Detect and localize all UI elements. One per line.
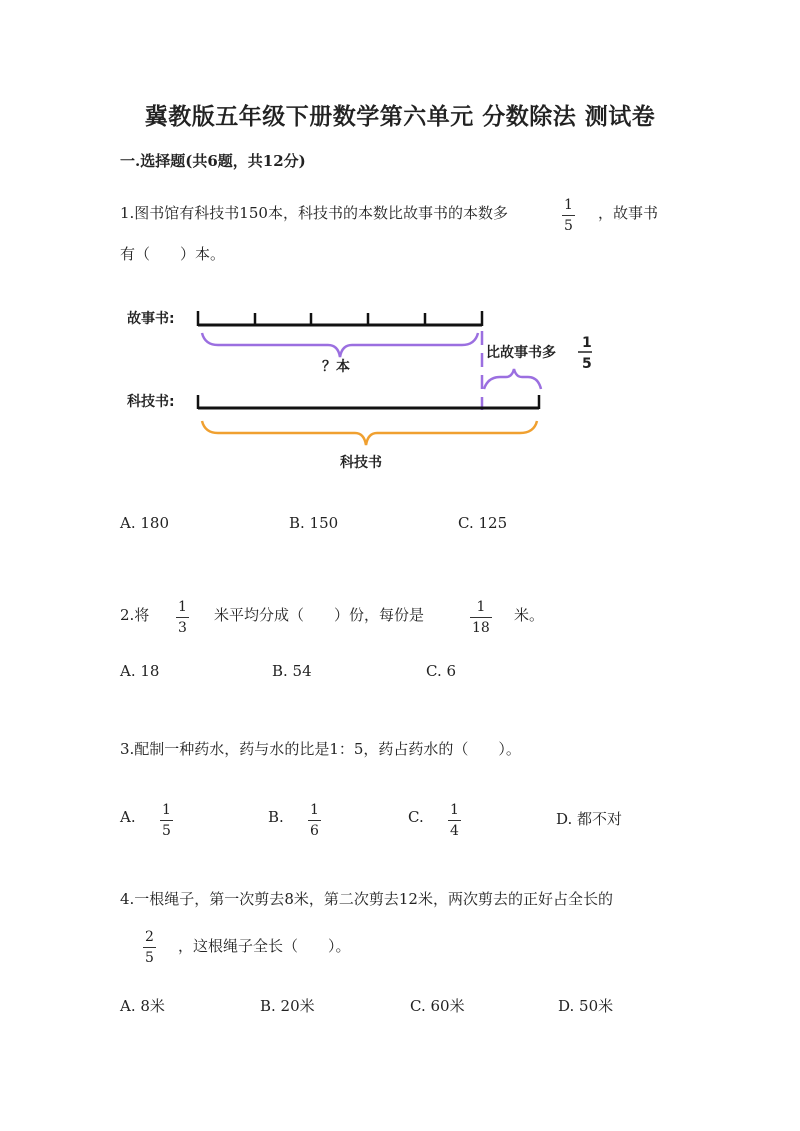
q1-option-b[interactable]: B. 150 — [289, 514, 339, 532]
q1-frac-den: 5 — [564, 218, 573, 234]
q1-text-b: ，故事书 — [598, 204, 659, 222]
fraction-bar — [143, 947, 156, 948]
story-brace — [202, 333, 478, 357]
q1-frac-num: 1 — [564, 197, 573, 213]
q4-fraction — [143, 930, 156, 965]
more-frac-den: 5 — [582, 356, 592, 372]
q2-text-b: 米平均分成（ ）份，每份是 — [214, 606, 425, 624]
q3-option-b-label: B. — [268, 808, 284, 826]
q2-frac2-den: 18 — [472, 620, 490, 636]
section-heading: 一.选择题(共6题，共12分) — [120, 152, 306, 170]
more-brace — [484, 369, 541, 389]
q3-b-den: 6 — [310, 823, 319, 839]
q2-fraction-2 — [470, 600, 492, 635]
q3-text: 3.配制一种药水，药与水的比是1：5，药占药水的（ ）。 — [120, 740, 521, 758]
page-title: 冀教版五年级下册数学第六单元 分数除法 测试卷 — [144, 103, 656, 130]
q4-text-a: 4.一根绳子，第一次剪去8米，第二次剪去12米，两次剪去的正好占全长的 — [120, 890, 613, 908]
q1-option-c[interactable]: C. 125 — [458, 514, 508, 532]
fraction-bar — [160, 820, 173, 821]
more-frac-num: 1 — [582, 335, 592, 351]
tech-label: 科技书: — [127, 394, 175, 410]
fraction-bar — [308, 820, 321, 821]
tech-brace — [202, 421, 537, 445]
q1-fraction — [562, 198, 575, 233]
q3-option-c-fraction — [448, 803, 461, 838]
fraction-bar — [176, 617, 189, 618]
q3-c-num: 1 — [450, 802, 459, 818]
q4-frac-num: 2 — [145, 929, 154, 945]
fraction-bar — [470, 617, 492, 618]
q4-option-b[interactable]: B. 20米 — [260, 997, 315, 1015]
more-label: 比故事书多 — [486, 345, 556, 361]
q2-option-c[interactable]: C. 6 — [426, 662, 457, 680]
q1-option-a[interactable]: A. 180 — [120, 514, 169, 532]
q3-a-den: 5 — [162, 823, 171, 839]
story-label: 故事书: — [127, 311, 175, 327]
fraction-bar — [448, 820, 461, 821]
q3-option-b-fraction — [308, 803, 321, 838]
q3-option-a-label: A. — [120, 808, 136, 826]
q4-option-a[interactable]: A. 8米 — [120, 997, 165, 1015]
q2-frac1-num: 1 — [178, 599, 187, 615]
q3-option-c-label: C. — [408, 808, 424, 826]
q3-c-den: 4 — [450, 823, 459, 839]
q4-option-c[interactable]: C. 60米 — [410, 997, 465, 1015]
q1-text-a: 1.图书馆有科技书150本，科技书的本数比故事书的本数多 — [120, 204, 508, 222]
q3-a-num: 1 — [162, 802, 171, 818]
q2-option-b[interactable]: B. 54 — [272, 662, 312, 680]
fraction-bar — [562, 215, 575, 216]
q3-b-num: 1 — [310, 802, 319, 818]
q3-option-d[interactable]: D. 都不对 — [556, 810, 623, 828]
q2-option-a[interactable]: A. 18 — [120, 662, 160, 680]
q4-text-b: ，这根绳子全长（ ）。 — [178, 937, 351, 955]
q2-frac1-den: 3 — [178, 620, 187, 636]
q3-option-a[interactable] — [120, 808, 136, 826]
q2-text-c: 米。 — [514, 606, 545, 624]
q2-fraction-1 — [176, 600, 189, 635]
q1-line-diagram — [110, 295, 610, 480]
unknown-label: ？本 — [322, 359, 350, 375]
q1-text-c: 有（ ）本。 — [120, 245, 226, 263]
q4-option-d[interactable]: D. 50米 — [558, 997, 614, 1015]
q4-frac-den: 5 — [145, 950, 154, 966]
tech-brace-label: 科技书 — [340, 455, 382, 471]
q3-option-b[interactable] — [268, 808, 284, 826]
q2-text-a: 2.将 — [120, 606, 150, 624]
q2-frac2-num: 1 — [476, 599, 486, 615]
q3-option-c[interactable] — [408, 808, 424, 826]
q3-option-a-fraction — [160, 803, 173, 838]
